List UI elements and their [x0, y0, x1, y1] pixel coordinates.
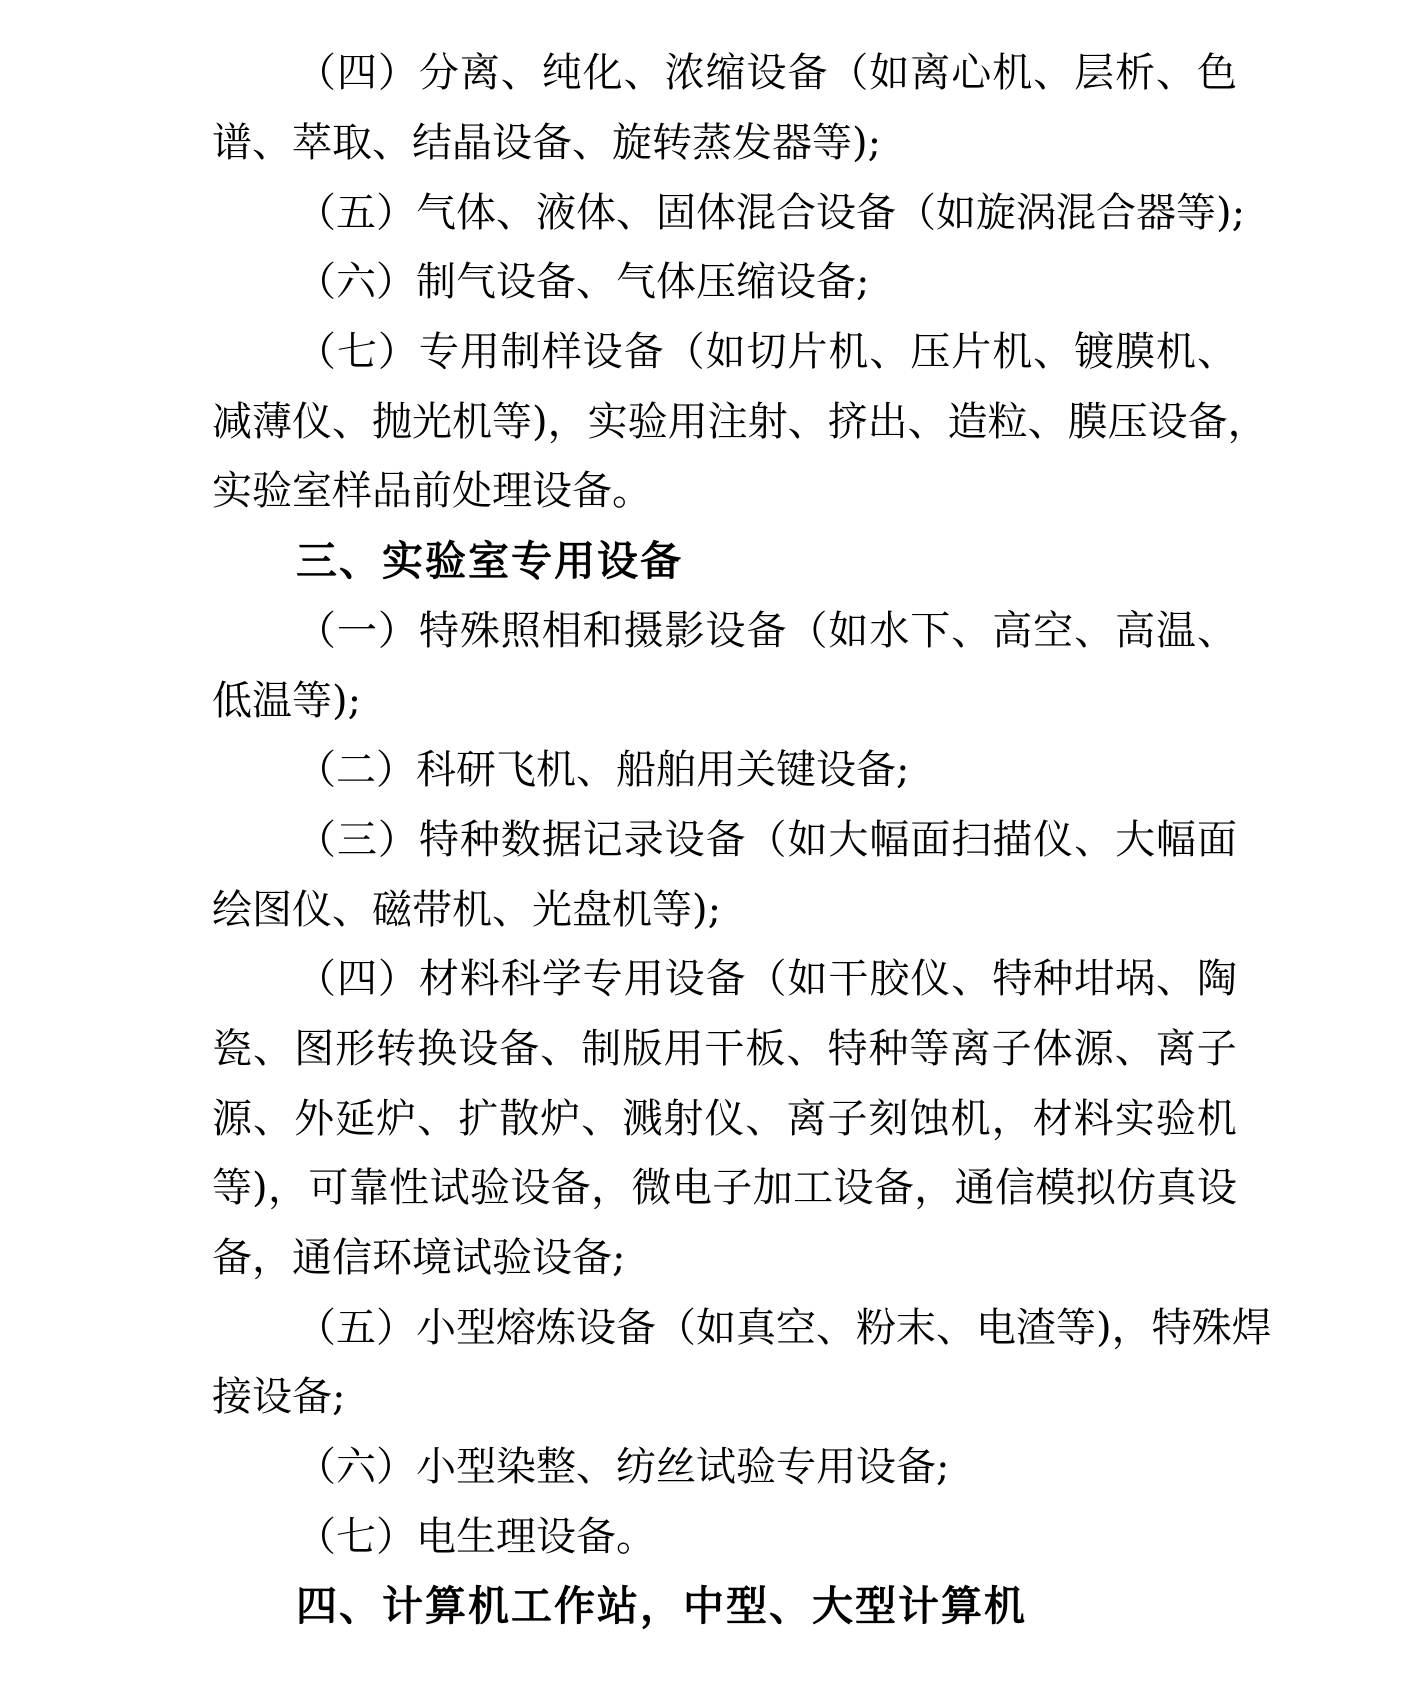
- text-char: 析: [1115, 50, 1156, 97]
- text-char: 照: [500, 607, 541, 654]
- document-body: [212, 35, 1272, 1638]
- text-char: 加: [752, 1165, 793, 1212]
- text-char: （: [296, 1304, 336, 1351]
- text-char: 如: [696, 1304, 736, 1351]
- text-char: 源: [1073, 1025, 1114, 1072]
- text-char: 设: [746, 50, 787, 97]
- text-char: 子: [827, 1095, 868, 1142]
- text-char: 合: [1096, 189, 1136, 236]
- text-line: [296, 174, 1246, 244]
- text-char: ）: [376, 1304, 416, 1351]
- text-char: 镀: [1074, 329, 1115, 376]
- text-line: 低温等);: [212, 677, 362, 724]
- text-char: 混: [736, 189, 776, 236]
- text-char: 影: [664, 607, 705, 654]
- text-char: 等);: [1176, 189, 1246, 236]
- text-char: 粒: [987, 398, 1028, 445]
- text-char: 材: [1032, 1095, 1073, 1142]
- text-line: [212, 1150, 1237, 1220]
- text-char: 、: [1074, 607, 1115, 654]
- text-char: 备: [746, 607, 787, 654]
- text-char: 备: [787, 50, 828, 97]
- text-char: 、: [745, 1095, 786, 1142]
- text-char: 小: [416, 1304, 456, 1351]
- text-line: （六）小型染整、纺丝试验专用设备;: [296, 1444, 950, 1491]
- text-char: 层: [1074, 50, 1115, 97]
- text-line: [212, 383, 1268, 453]
- text-char: （: [656, 1304, 696, 1351]
- text-char: 性: [389, 1165, 430, 1212]
- text-char: 记: [582, 816, 623, 863]
- text-char: 实: [587, 398, 628, 445]
- text-char: 种: [868, 1025, 909, 1072]
- text-char: 温: [1156, 607, 1197, 654]
- text-char: 坩: [1074, 956, 1115, 1003]
- text-char: 和: [582, 607, 623, 654]
- text-char: 仪: [292, 398, 332, 445]
- text-char: 机: [1156, 329, 1197, 376]
- text-char: 散: [499, 1095, 540, 1142]
- text-char: 、: [787, 398, 828, 445]
- text-char: 设: [576, 1304, 616, 1351]
- text-char: 切: [746, 329, 787, 376]
- text-char: 试: [429, 1165, 470, 1212]
- text-char: 备: [873, 1165, 914, 1212]
- text-char: 离: [786, 1095, 827, 1142]
- text-char: 备: [499, 1025, 540, 1072]
- text-char: （: [296, 816, 336, 863]
- text-char: 大: [1115, 816, 1156, 863]
- text-char: 电: [671, 1165, 712, 1212]
- text-char: 设: [510, 1165, 551, 1212]
- text-char: 、: [1033, 50, 1074, 97]
- text-char: 如: [869, 50, 910, 97]
- text-char: 科: [500, 956, 541, 1003]
- text-char: 特: [1151, 1304, 1192, 1351]
- text-char: 图: [294, 1025, 335, 1072]
- text-char: 形: [335, 1025, 376, 1072]
- text-char: 膜: [1067, 398, 1108, 445]
- section-heading: 四、计算机工作站，中型、大型计算机: [296, 1582, 1027, 1631]
- text-char: 机: [828, 329, 869, 376]
- text-char: 离: [459, 50, 500, 97]
- text-char: ，: [991, 1095, 1032, 1142]
- text-char: 转: [376, 1025, 417, 1072]
- text-char: 备: [856, 189, 896, 236]
- text-char: 、: [907, 398, 948, 445]
- text-char: 验: [627, 398, 668, 445]
- text-char: ，: [914, 1165, 955, 1212]
- text-char: 气: [416, 189, 456, 236]
- text-char: ，: [547, 398, 588, 445]
- text-char: 备: [705, 816, 746, 863]
- text-char: 合: [776, 189, 816, 236]
- text-char: 片: [787, 329, 828, 376]
- text-char: ，: [1227, 398, 1268, 445]
- text-char: 备: [616, 1304, 656, 1351]
- text-char: 膜: [1115, 329, 1156, 376]
- text-char: 面: [910, 816, 951, 863]
- text-char: （: [296, 329, 336, 376]
- text-char: 、: [1033, 329, 1074, 376]
- text-char: 、: [496, 189, 536, 236]
- text-line: 备，通信环境试验设备;: [212, 1235, 626, 1282]
- text-char: 如: [936, 189, 976, 236]
- text-char: 、: [951, 956, 992, 1003]
- text-char: 机: [950, 1095, 991, 1142]
- text-char: 水: [869, 607, 910, 654]
- text-char: 蚀: [909, 1095, 950, 1142]
- text-char: 五: [336, 1304, 376, 1351]
- text-char: 用: [623, 956, 664, 1003]
- text-char: 仿: [1116, 1165, 1157, 1212]
- text-char: 扫: [951, 816, 992, 863]
- text-char: 、: [1196, 607, 1237, 654]
- text-char: 炉: [376, 1095, 417, 1142]
- text-char: 料: [1073, 1095, 1114, 1142]
- text-char: 机: [992, 50, 1033, 97]
- text-char: 备: [705, 956, 746, 1003]
- text-char: （: [296, 189, 336, 236]
- text-char: 七: [336, 329, 377, 376]
- text-char: 描: [992, 816, 1033, 863]
- text-char: 实: [1114, 1095, 1155, 1142]
- text-char: 仪: [910, 956, 951, 1003]
- text-char: （: [296, 956, 336, 1003]
- text-char: （: [828, 50, 869, 97]
- text-char: 浓: [664, 50, 705, 97]
- text-char: 如: [828, 607, 869, 654]
- text-line: 绘图仪、磁带机、光盘机等);: [212, 886, 722, 933]
- text-char: ，: [268, 1165, 308, 1212]
- text-char: 板: [745, 1025, 786, 1072]
- text-char: 机: [992, 329, 1033, 376]
- text-char: 拟: [1075, 1165, 1116, 1212]
- text-char: 备: [1187, 398, 1228, 445]
- text-char: 炼: [536, 1304, 576, 1351]
- text-char: 压: [1107, 398, 1148, 445]
- text-char: 、: [786, 1025, 827, 1072]
- text-char: 如: [787, 816, 828, 863]
- text-line: [296, 1289, 1272, 1359]
- text-char: ，: [1111, 1304, 1152, 1351]
- text-char: 信: [995, 1165, 1036, 1212]
- text-char: 微: [631, 1165, 672, 1212]
- text-char: 色: [1196, 50, 1237, 97]
- text-char: 面: [1196, 816, 1237, 863]
- text-char: 仪: [704, 1095, 745, 1142]
- text-char: 扩: [458, 1095, 499, 1142]
- text-char: 、: [417, 1095, 458, 1142]
- text-char: 薄: [252, 398, 292, 445]
- text-char: 材: [418, 956, 459, 1003]
- text-char: 、: [332, 398, 372, 445]
- text-char: ）: [377, 50, 418, 97]
- text-char: 幅: [869, 816, 910, 863]
- text-char: 离: [910, 50, 951, 97]
- text-char: 四: [336, 50, 377, 97]
- text-char: 等): [1056, 1304, 1112, 1351]
- text-line: （二）科研飞机、船舶用关键设备;: [296, 747, 910, 794]
- text-char: 设: [664, 816, 705, 863]
- text-char: 子: [991, 1025, 1032, 1072]
- text-char: 样: [541, 329, 582, 376]
- text-char: 设: [816, 189, 856, 236]
- text-char: 可: [308, 1165, 349, 1212]
- text-char: 数: [500, 816, 541, 863]
- text-char: 体: [1032, 1025, 1073, 1072]
- text-char: 体: [456, 189, 496, 236]
- text-char: （: [664, 329, 705, 376]
- text-char: 高: [992, 607, 1033, 654]
- text-char: 版: [622, 1025, 663, 1072]
- text-char: 刻: [868, 1095, 909, 1142]
- text-char: 摄: [623, 607, 664, 654]
- text-char: ）: [376, 189, 416, 236]
- text-char: 焊: [1231, 1304, 1272, 1351]
- text-char: 真: [736, 1304, 776, 1351]
- text-char: 特: [418, 816, 459, 863]
- text-char: 、: [1114, 1025, 1155, 1072]
- text-char: 陶: [1196, 956, 1237, 1003]
- text-char: 特: [827, 1025, 868, 1072]
- text-char: 用: [667, 398, 708, 445]
- text-char: 分: [418, 50, 459, 97]
- text-char: 特: [992, 956, 1033, 1003]
- text-char: 模: [1035, 1165, 1076, 1212]
- text-line: [296, 314, 1237, 384]
- text-char: 种: [1033, 956, 1074, 1003]
- text-char: 特: [418, 607, 459, 654]
- text-char: 光: [412, 398, 452, 445]
- text-char: 备: [623, 329, 664, 376]
- text-char: 熔: [496, 1304, 536, 1351]
- text-line: 接设备;: [212, 1374, 346, 1421]
- text-char: 、: [500, 50, 541, 97]
- text-char: 射: [663, 1095, 704, 1142]
- text-char: 子: [1196, 1025, 1237, 1072]
- text-char: 液: [536, 189, 576, 236]
- text-char: 机: [452, 398, 492, 445]
- text-char: 用: [663, 1025, 704, 1072]
- text-char: 、: [253, 1095, 294, 1142]
- text-line: [296, 802, 1237, 872]
- text-char: 相: [541, 607, 582, 654]
- text-char: 抛: [372, 398, 412, 445]
- text-char: 涡: [1016, 189, 1056, 236]
- text-char: 下: [910, 607, 951, 654]
- text-char: 验: [1155, 1095, 1196, 1142]
- text-char: 一: [336, 607, 377, 654]
- text-char: 、: [1156, 956, 1197, 1003]
- text-char: 学: [541, 956, 582, 1003]
- text-char: 心: [951, 50, 992, 97]
- text-char: 混: [1056, 189, 1096, 236]
- text-char: （: [896, 189, 936, 236]
- text-char: 制: [500, 329, 541, 376]
- text-char: 、: [1027, 398, 1068, 445]
- text-char: 体: [576, 189, 616, 236]
- text-char: 如: [787, 956, 828, 1003]
- text-char: 、: [1156, 50, 1197, 97]
- text-line: [296, 593, 1237, 663]
- text-char: 减: [212, 398, 252, 445]
- text-char: 溅: [622, 1095, 663, 1142]
- text-char: （: [746, 816, 787, 863]
- text-char: 、: [623, 50, 664, 97]
- text-char: 设: [582, 329, 623, 376]
- text-char: 空: [1033, 607, 1074, 654]
- text-char: 、: [869, 329, 910, 376]
- text-char: 、: [816, 1304, 856, 1351]
- text-char: 大: [828, 816, 869, 863]
- text-char: 埚: [1115, 956, 1156, 1003]
- text-char: 真: [1156, 1165, 1197, 1212]
- text-line: 实验室样品前处理设备。: [212, 468, 652, 515]
- text-char: 五: [336, 189, 376, 236]
- text-char: 型: [456, 1304, 496, 1351]
- text-char: 用: [459, 329, 500, 376]
- text-char: 、: [1196, 329, 1237, 376]
- text-char: 殊: [1191, 1304, 1232, 1351]
- text-char: ）: [377, 956, 418, 1003]
- text-char: 器: [1136, 189, 1176, 236]
- text-char: 纯: [541, 50, 582, 97]
- text-char: 等: [909, 1025, 950, 1072]
- text-char: 固: [656, 189, 696, 236]
- text-char: 设: [1196, 1165, 1237, 1212]
- text-char: 设: [458, 1025, 499, 1072]
- text-char: ）: [377, 329, 418, 376]
- text-char: 、: [581, 1095, 622, 1142]
- text-char: 干: [704, 1025, 745, 1072]
- text-char: 离: [1155, 1025, 1196, 1072]
- text-char: 源: [212, 1095, 252, 1142]
- text-char: 挤: [827, 398, 868, 445]
- text-char: 压: [910, 329, 951, 376]
- text-char: 四: [336, 956, 377, 1003]
- text-char: （: [746, 956, 787, 1003]
- text-char: 外: [294, 1095, 335, 1142]
- text-char: 、: [951, 607, 992, 654]
- text-char: 子: [712, 1165, 753, 1212]
- text-char: 设: [833, 1165, 874, 1212]
- text-char: 瓷: [212, 1025, 252, 1072]
- text-char: 渣: [1016, 1304, 1056, 1351]
- text-line: [296, 35, 1237, 105]
- text-char: 专: [582, 956, 623, 1003]
- text-char: 电: [976, 1304, 1016, 1351]
- text-char: （: [296, 607, 336, 654]
- text-char: （: [787, 607, 828, 654]
- text-char: 设: [664, 956, 705, 1003]
- text-char: 据: [541, 816, 582, 863]
- text-char: 料: [459, 956, 500, 1003]
- text-char: 胶: [869, 956, 910, 1003]
- text-char: ）: [377, 607, 418, 654]
- text-char: 末: [896, 1304, 936, 1351]
- text-char: 、: [616, 189, 656, 236]
- text-char: 旋: [976, 189, 1016, 236]
- text-line: （七）电生理设备。: [296, 1513, 656, 1560]
- text-char: 殊: [459, 607, 500, 654]
- text-char: 注: [707, 398, 748, 445]
- text-line: 谱、萃取、结晶设备、旋转蒸发器等);: [212, 120, 882, 167]
- text-char: 粉: [856, 1304, 896, 1351]
- text-line: [212, 1011, 1237, 1081]
- text-char: 离: [950, 1025, 991, 1072]
- text-char: 等): [492, 398, 548, 445]
- text-line: [212, 1080, 1237, 1150]
- text-line: （六）制气设备、气体压缩设备;: [296, 259, 870, 306]
- text-char: 种: [459, 816, 500, 863]
- text-char: 延: [335, 1095, 376, 1142]
- text-char: 幅: [1156, 816, 1197, 863]
- text-line: [296, 941, 1237, 1011]
- text-char: 高: [1115, 607, 1156, 654]
- text-char: 干: [828, 956, 869, 1003]
- text-char: 出: [867, 398, 908, 445]
- text-char: 设: [705, 607, 746, 654]
- text-char: 、: [540, 1025, 581, 1072]
- text-char: 靠: [348, 1165, 389, 1212]
- text-char: 等): [212, 1165, 268, 1212]
- text-char: （: [296, 50, 336, 97]
- text-char: 化: [582, 50, 623, 97]
- text-char: 、: [936, 1304, 976, 1351]
- text-char: 空: [776, 1304, 816, 1351]
- text-char: 通: [954, 1165, 995, 1212]
- text-char: 验: [469, 1165, 510, 1212]
- text-char: 机: [1196, 1095, 1237, 1142]
- text-char: 换: [417, 1025, 458, 1072]
- text-char: 、: [1074, 816, 1115, 863]
- text-char: 片: [951, 329, 992, 376]
- text-char: 射: [747, 398, 788, 445]
- text-char: 专: [418, 329, 459, 376]
- text-char: 如: [705, 329, 746, 376]
- text-char: 造: [947, 398, 988, 445]
- text-char: 三: [336, 816, 377, 863]
- text-char: 缩: [705, 50, 746, 97]
- section-heading: 三、实验室专用设备: [296, 537, 683, 586]
- text-char: 炉: [540, 1095, 581, 1142]
- text-char: 录: [623, 816, 664, 863]
- text-char: ，: [591, 1165, 632, 1212]
- text-char: 制: [581, 1025, 622, 1072]
- text-char: 设: [1147, 398, 1188, 445]
- text-char: 、: [253, 1025, 294, 1072]
- text-char: 体: [696, 189, 736, 236]
- text-char: 工: [793, 1165, 834, 1212]
- text-char: 仪: [1033, 816, 1074, 863]
- text-char: ）: [377, 816, 418, 863]
- text-char: 备: [550, 1165, 591, 1212]
